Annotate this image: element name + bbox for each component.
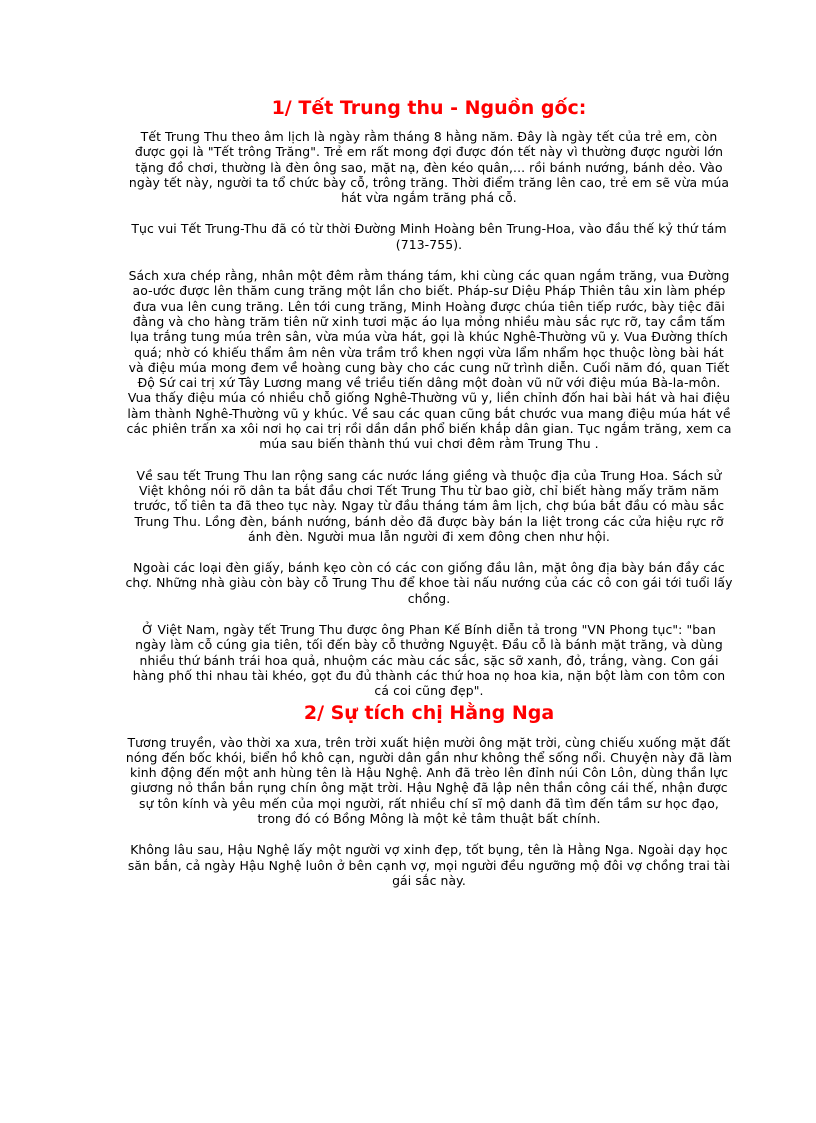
section-1-paragraph: Tục vui Tết Trung-Thu đã có từ thời Đường Minh Hoàng bên Trung-Hoa, vào đầu thế kỷ thứ tám (713-755). [131, 221, 727, 252]
section-1-paragraph: Ngoài các loại đèn giấy, bánh kẹo còn có các con giống đầu lân, mặt ông địa bày bán đầy các chợ. Những nhà giàu còn bày cỗ Trung Thu để khoe tài nấu nướng của các cô con gái tới tuổi lấy chồng. [125, 560, 733, 606]
document-body [125, 95, 733, 904]
section-2-paragraph: Không lâu sau, Hậu Nghệ lấy một người vợ xinh đẹp, tốt bụng, tên là Hằng Nga. Ngoài dạy học săn bắn, cả ngày Hậu Nghệ luôn ở bên cạnh vợ, mọi người đều ngưỡng mộ đôi vợ chồng trai tài gái sắc này. [127, 842, 731, 888]
section-1-paragraph: Sách xưa chép rằng, nhân một đêm rằm tháng tám, khi cùng các quan ngắm trăng, vua Đường ao-ước được lên thăm cung trăng một lần cho biết. Pháp-sư Diệu Pháp Thiên tâu xin làm phép đưa vua lên cung trăng. Lên tới cung trăng, Minh Hoàng được chúa tiên tiếp rước, bày tiệc đãi đằng và cho hàng trăm tiên nữ xinh tươi mặc áo lụa mỏng nhiều màu sắc rực rỡ, tay cầm tấm lụa trắng tung múa trên sân, vừa múa vừa hát, gọi là khúc Nghê-Thường vũ y. Vua Đường thích quá; nhờ có khiếu thẩm âm nên vừa trầm trồ khen ngợi vừa lẩm nhẩm học thuộc lòng bài hát và điệu múa mong đem về hoàng cung bày cho các cung nữ trình diễn. Cuối năm đó, quan Tiết Độ Sứ cai trị xứ Tây Lương mang về triều tiến dâng một đoàn vũ nữ với điệu múa Bà-la-môn. Vua thấy điệu múa có nhiều chỗ giống Nghê-Thường vũ y, liền chỉnh đốn hai bài hát và hai điệu làm thành Nghê-Thường vũ y khúc. Về sau các quan cũng bắt chước vua mang điệu múa hát về các phiên trấn xa xôi nơi họ cai trị rồi dần dần phổ biến khắp dân gian. Tục ngắm trăng, xem ca múa sau biến thành thú vui chơi đêm rằm Trung Thu . [126, 268, 732, 452]
section-1-title: 1/ Tết Trung thu - Nguồn gốc: [271, 97, 587, 119]
section-1-paragraph: Về sau tết Trung Thu lan rộng sang các nước láng giềng và thuộc địa của Trung Hoa. Sách sử Việt không nói rõ dân ta bắt đầu chơi Tết Trung Thu từ bao giờ, chỉ biết hàng mấy trăm năm trước, tổ tiên ta đã theo tục này. Ngay từ đầu tháng tám âm lịch, chợ búa bắt đầu có màu sắc Trung Thu. Lồng đèn, bánh nướng, bánh dẻo đã được bày bán la liệt trong các cửa hiệu rực rỡ ánh đèn. Người mua lẫn người đi xem đông chen như hội. [133, 467, 725, 544]
section-2-paragraph: Tương truyền, vào thời xa xưa, trên trời xuất hiện mười ông mặt trời, cùng chiếu xuống mặt đất nóng đến bốc khói, biển hồ khô cạn, người dân gần như không thể sống nổi. Chuyện này đã làm kinh động đến một anh hùng tên là Hậu Nghệ. Anh đã trèo lên đỉnh núi Côn Lôn, dùng thần lực giương nỏ thần bắn rụng chín ông mặt trời. Hậu Nghệ đã lập nên thần công cái thế, nhận được sự tôn kính và yêu mến của mọi người, rất nhiều chí sĩ mộ danh đã tìm đến tầm sư học đạo, trong đó có Bồng Mông là một kẻ tâm thuật bất chính. [125, 734, 733, 826]
section-1-paragraph: Tết Trung Thu theo âm lịch là ngày rằm tháng 8 hằng năm. Đây là ngày tết của trẻ em, còn được gọi là "Tết trông Trăng". Trẻ em rất mong đợi được đón tết này vì thường được người lớn tặng đồ chơi, thường là đèn ông sao, mặt nạ, đèn kéo quân,... rồi bánh nướng, bánh dẻo. Vào ngày tết này, người ta tổ chức bày cỗ, trông trăng. Thời điểm trăng lên cao, trẻ em sẽ vừa múa hát vừa ngắm trăng phá cỗ. [128, 129, 730, 206]
section-2-title: 2/ Sự tích chị Hằng Nga [303, 701, 555, 724]
section-1-paragraph: Ở Việt Nam, ngày tết Trung Thu được ông Phan Kế Bính diễn tả trong "VN Phong tục": "ban ngày làm cỗ cúng gia tiên, tối đến bày cỗ thưởng Nguyệt. Đầu cỗ là bánh mặt trăng, và dùng nhiều thứ bánh trái hoa quả, nhuộm các màu các sắc, sặc sỡ xanh, đỏ, trắng, vàng. Con gái hàng phố thi nhau tài khéo, gọt đu đủ thành các thứ hoa nọ hoa kia, nặn bột làm con tôm con cá coi cũng đẹp". [132, 622, 726, 699]
